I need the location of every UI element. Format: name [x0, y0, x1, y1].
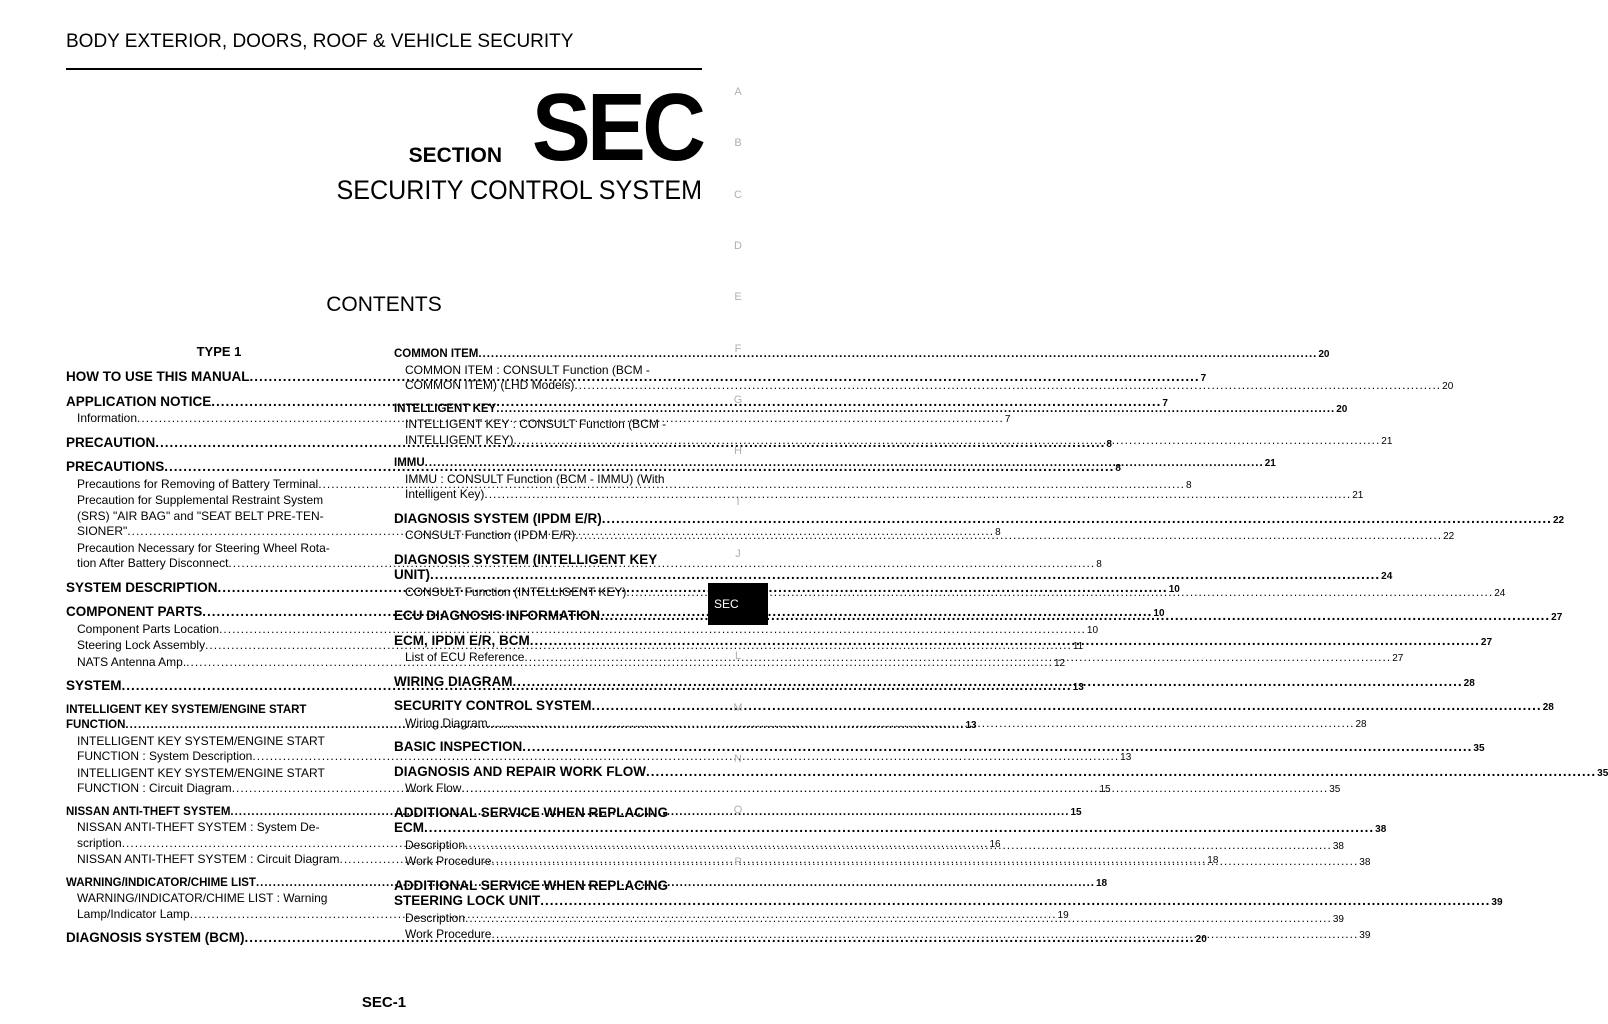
toc-entry[interactable]	[66, 621, 1099, 639]
toc-entry-page: 24	[1494, 587, 1506, 599]
toc-entry-text-line: COMMON ITEM : CONSULT Function (BCM -	[405, 362, 650, 377]
toc-entry-page: 13	[965, 720, 977, 731]
toc-entry[interactable]	[394, 402, 1348, 418]
toc-entry[interactable]	[394, 417, 1393, 449]
dot-leader	[530, 633, 1480, 649]
toc-entry[interactable]	[394, 347, 1330, 363]
toc-entry-page: 38	[1332, 840, 1344, 852]
section-tab-h[interactable]: H	[734, 445, 742, 458]
dot-leader	[484, 487, 1351, 503]
section-tab-sec[interactable]: SEC	[708, 583, 768, 625]
toc-entry-text-line: (SRS) "AIR BAG" and "SEAT BELT PRE-TEN-	[77, 508, 324, 523]
toc-entry-page: 27	[1392, 653, 1404, 664]
toc-entry-page: 21	[1264, 458, 1276, 469]
toc-entry-page: 11	[1072, 641, 1084, 652]
dot-leader	[491, 927, 1358, 943]
toc-entry-text-line: DIAGNOSIS SYSTEM (INTELLIGENT KEY	[394, 551, 658, 567]
toc-entry-page: 24	[1381, 571, 1393, 582]
dot-leader	[540, 893, 1490, 909]
toc-entry-title: Lamp/Indicator Lamp	[77, 906, 190, 921]
toc-entry-page: 35	[1329, 784, 1341, 795]
toc-entry-title: STEERING LOCK UNIT	[394, 893, 541, 908]
section-tab-m[interactable]: M	[733, 701, 743, 714]
toc-entry-title: FUNCTION : System Description	[77, 749, 253, 763]
page-number: SEC-1	[361, 994, 407, 1011]
toc-entry-title: Work Procedure	[405, 854, 492, 868]
toc-entry-title: CONSULT Function (IPDM E/R)	[405, 528, 576, 542]
toc-entry-page: 10	[1086, 624, 1099, 636]
toc-entry-title: APPLICATION NOTICE	[66, 393, 212, 409]
toc-entry-page: 12	[1053, 657, 1066, 669]
toc-entry-title: Information	[77, 411, 138, 425]
toc-entry-title: WIRING DIAGRAM	[394, 673, 513, 689]
toc-entry-page: 22	[1552, 514, 1565, 526]
toc-entry-text-line: ADDITIONAL SERVICE WHEN REPLACING	[394, 877, 669, 893]
dot-leader	[465, 911, 1332, 927]
toc-entry-page: 18	[1095, 877, 1108, 889]
toc-entry-page: 27	[1551, 612, 1563, 623]
toc-entry-title: ECM	[394, 820, 424, 835]
toc-entry-title: INTELLIGENT KEY	[394, 402, 497, 415]
toc-entry-title: NISSAN ANTI-THEFT SYSTEM : Circuit Diagram	[77, 852, 340, 866]
toc-entry[interactable]	[394, 739, 1485, 757]
toc-entry-page: 27	[1480, 636, 1493, 648]
toc-entry-page: 10	[1153, 608, 1165, 619]
section-tab-j[interactable]: J	[735, 547, 741, 560]
toc-entry-title: NISSAN ANTI-THEFT SYSTEM	[66, 805, 231, 818]
toc-entry-page: 15	[1099, 784, 1111, 795]
dot-leader	[602, 511, 1552, 527]
toc-entry-title: BASIC INSPECTION	[394, 739, 523, 754]
section-tab-l[interactable]: L	[734, 650, 742, 663]
toc-entry[interactable]	[394, 528, 1455, 545]
toc-entry-text-line: INTELLIGENT KEY SYSTEM/ENGINE START	[77, 733, 325, 748]
section-tab-b[interactable]: B	[734, 137, 742, 150]
toc-entry-page: 35	[1597, 767, 1608, 779]
section-word: SECTION	[408, 144, 502, 167]
toc-entry[interactable]	[394, 471, 1364, 504]
toc-entry-title: SYSTEM	[66, 678, 122, 693]
toc-entry-page: 8	[1186, 479, 1192, 491]
type-heading: TYPE 1	[196, 344, 242, 359]
toc-entry-page: 8	[1096, 559, 1102, 570]
dot-leader	[574, 378, 1441, 394]
toc-entry-title: PRECAUTION	[66, 434, 156, 450]
dot-leader	[522, 739, 1472, 755]
section-name: SECURITY CONTROL SYSTEM	[336, 175, 702, 205]
dot-leader	[575, 528, 1442, 544]
dot-leader	[646, 764, 1596, 780]
dot-leader	[461, 781, 1328, 797]
toc-entry[interactable]	[394, 362, 1454, 395]
toc-entry-page: 10	[1168, 583, 1180, 595]
toc-entry-title: Description	[405, 837, 466, 852]
toc-entry-page: 19	[1057, 909, 1069, 921]
toc-entry-text-line: NISSAN ANTI-THEFT SYSTEM : System De-	[77, 820, 320, 834]
section-code: SEC	[531, 74, 702, 181]
dot-leader	[524, 650, 1391, 666]
toc-entry-title: ECM, IPDM E/R, BCM	[394, 632, 530, 648]
toc-entry-title: FUNCTION	[66, 719, 126, 731]
dot-leader	[478, 347, 1317, 363]
toc-entry-title: UNIT)	[394, 567, 430, 582]
toc-entry-page: 16	[989, 838, 1001, 850]
toc-entry-page: 15	[1070, 806, 1082, 818]
dot-leader	[491, 854, 1358, 870]
toc-entry-title: DIAGNOSIS SYSTEM (IPDM E/R)	[394, 510, 602, 526]
dot-leader	[425, 456, 1264, 472]
section-tab-e[interactable]: E	[734, 291, 742, 304]
toc-entry-title: FUNCTION : Circuit Diagram	[77, 781, 232, 795]
toc-entry-title: Description	[405, 910, 466, 925]
dot-leader	[513, 674, 1463, 690]
dot-leader	[465, 838, 1332, 854]
header-divider	[66, 68, 702, 70]
toc-entry-page: 13	[1072, 682, 1084, 693]
toc-entry[interactable]	[394, 456, 1276, 472]
section-tab-i[interactable]: I	[736, 496, 740, 509]
toc-entry-title: HOW TO USE THIS MANUAL	[66, 369, 250, 384]
toc-entry-title: ECU DIAGNOSIS INFORMATION	[394, 608, 601, 623]
toc-entry-page: 8	[1106, 438, 1112, 450]
toc-entry-title: Steering Lock Assembly	[77, 638, 206, 652]
toc-entry-text-line: IMMU : CONSULT Function (BCM - IMMU) (With	[405, 471, 665, 486]
toc-entry-title: Component Parts Location	[77, 621, 220, 636]
toc-entry-title: tion After Battery Disconnect	[77, 556, 229, 570]
section-tab-a[interactable]: A	[734, 86, 742, 98]
section-tab-o[interactable]: O	[733, 804, 743, 817]
toc-entry-page: 28	[1542, 702, 1554, 713]
toc-entry-text-line: INTELLIGENT KEY SYSTEM/ENGINE START	[77, 765, 325, 780]
toc-entry-title: DIAGNOSIS SYSTEM (BCM)	[66, 930, 245, 945]
toc-entry-page: 18	[1207, 855, 1219, 866]
toc-entry-page: 20	[1195, 934, 1207, 945]
toc-entry-page: 7	[1200, 373, 1207, 384]
toc-entry-text-line: ADDITIONAL SERVICE WHEN REPLACING	[394, 804, 669, 820]
toc-entry-title: Work Flow	[405, 781, 462, 795]
toc-entry-page: 39	[1491, 897, 1503, 908]
toc-entry-title: CONSULT Function (INTELLIGENT KEY)	[405, 584, 627, 599]
toc-entry-title: DIAGNOSIS AND REPAIR WORK FLOW	[394, 763, 646, 779]
manual-title: BODY EXTERIOR, DOORS, ROOF & VEHICLE SECURITY	[66, 31, 574, 52]
toc-entry-title: Intelligent Key)	[405, 487, 485, 501]
toc-entry-title: List of ECU Reference	[405, 650, 525, 664]
toc-entry-page: 7	[1004, 414, 1011, 425]
toc-entry-text-line: Precaution for Supplemental Restraint System	[77, 493, 324, 507]
toc-entry-title: COMMON ITEM) (LHD Models)	[405, 378, 575, 392]
section-tab-p[interactable]: P	[734, 855, 742, 868]
toc-entry-page: 8	[1115, 463, 1121, 474]
toc-entry-page: 21	[1381, 435, 1393, 447]
toc-entry-title: INTELLIGENT KEY)	[405, 432, 514, 447]
section-tab-c[interactable]: C	[734, 188, 742, 201]
section-tab-d[interactable]: D	[734, 239, 742, 252]
toc-entry-title: WARNING/INDICATOR/CHIME LIST	[66, 876, 256, 889]
toc-entry-title: NATS Antenna Amp.	[77, 654, 187, 669]
toc-entry-title: SECURITY CONTROL SYSTEM	[394, 698, 592, 713]
toc-entry-page: 8	[995, 527, 1001, 538]
toc-entry-text-line: WARNING/INDICATOR/CHIME LIST : Warning	[77, 891, 328, 905]
toc-entry-title: IMMU	[394, 457, 425, 469]
toc-entry[interactable]	[394, 698, 1554, 716]
toc-entry-title: SIONER"	[77, 524, 128, 538]
toc-entry-page: 35	[1473, 743, 1485, 754]
toc-entry-title: scription	[77, 835, 122, 850]
toc-entry-page: 20	[1442, 381, 1454, 392]
toc-entry-page: 13	[1120, 752, 1132, 763]
toc-entry-title: Wiring Diagram	[405, 715, 488, 730]
toc-entry-title: Work Procedure	[405, 927, 492, 941]
toc-entry-page: 28	[1463, 677, 1475, 689]
toc-entry-page: 39	[1332, 913, 1344, 925]
dot-leader	[430, 567, 1380, 583]
toc-entry-page: 39	[1359, 930, 1371, 941]
section-tab-n[interactable]: N	[734, 752, 742, 765]
toc-entry-page: 20	[1318, 349, 1330, 360]
dot-leader	[488, 716, 1355, 732]
toc-entry-page: 20	[1336, 403, 1348, 415]
toc-entry-page: 22	[1443, 531, 1455, 542]
toc-entry-text-line: INTELLIGENT KEY SYSTEM/ENGINE START	[66, 703, 307, 716]
toc-entry-page: 21	[1352, 490, 1364, 501]
section-tab-g[interactable]: G	[733, 393, 743, 406]
dot-leader	[513, 433, 1380, 449]
contents-heading: CONTENTS	[326, 293, 442, 316]
toc-entry-title: COMMON ITEM	[394, 348, 479, 360]
toc-entry-page: 38	[1359, 857, 1371, 868]
toc-entry[interactable]	[394, 510, 1565, 529]
toc-entry-title: PRECAUTIONS	[66, 459, 165, 474]
toc-entry-page: 38	[1375, 824, 1387, 835]
section-tab-f[interactable]: F	[734, 342, 742, 355]
toc-entry-text-line: INTELLIGENT KEY : CONSULT Function (BCM -	[405, 417, 667, 431]
toc-entry[interactable]	[394, 763, 1608, 782]
toc-entry[interactable]	[394, 551, 1393, 585]
toc-entry-text-line: Precaution Necessary for Steering Wheel Rota-	[77, 540, 330, 555]
toc-entry-page: 28	[1355, 718, 1367, 730]
toc-entry-page: 7	[1162, 397, 1168, 409]
dot-leader	[424, 820, 1374, 836]
toc-entry-title: Precautions for Removing of Battery Terminal	[77, 476, 319, 491]
toc-entry-title: SYSTEM DESCRIPTION	[66, 579, 218, 595]
toc-entry-title: COMPONENT PARTS	[66, 604, 203, 619]
dot-leader	[496, 402, 1335, 418]
